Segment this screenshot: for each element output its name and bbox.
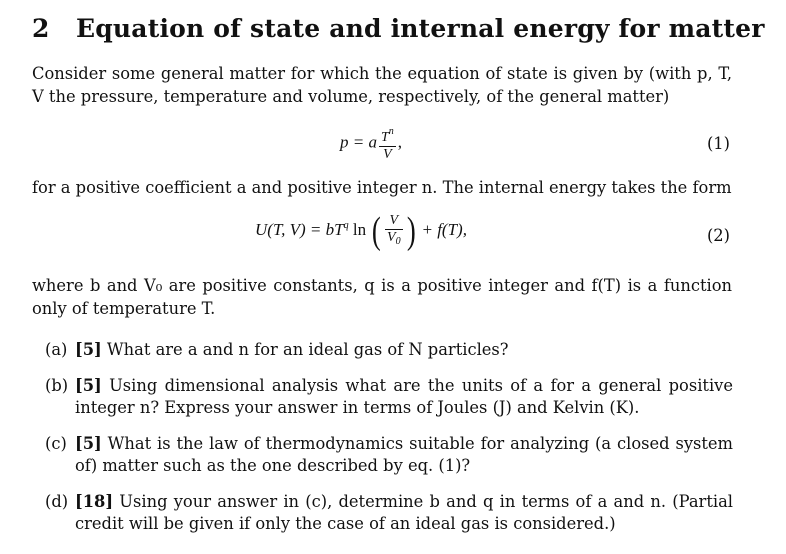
- equation-1: [340, 124, 402, 163]
- eq2-lhs: U(T, V) = bT: [255, 219, 344, 239]
- question-marks: [5]: [75, 376, 102, 395]
- question-label: (b): [45, 376, 69, 395]
- eq2-right-paren: ): [406, 210, 416, 252]
- eq1-denominator: V: [383, 147, 392, 162]
- eq1-fraction: [379, 124, 396, 163]
- section-title: Equation of state and internal energy for matter: [76, 14, 765, 43]
- question-a: [45, 339, 733, 361]
- eq2-subscript: 0: [395, 235, 401, 247]
- eq2-rhs: + f(T),: [417, 219, 467, 239]
- eq2-numerator: V: [389, 212, 399, 228]
- equation-2: [255, 211, 467, 251]
- question-c: [45, 433, 733, 477]
- question-marks: [5]: [75, 434, 102, 453]
- eq1-exponent: n: [388, 126, 394, 137]
- eq1-trail: ,: [397, 132, 403, 152]
- eq1-numerator: $T^n$: [380, 126, 394, 145]
- question-b: [45, 375, 733, 419]
- intro-paragraph: Consider some general matter for which the equation of state is given by (with p, T, V the pressure, temperature and volume, respectively, of the general matter): [32, 64, 732, 106]
- after-paragraph: where b and V₀ are positive constants, q is a positive integer and f(T) is a function only of temperature T.: [32, 276, 732, 318]
- question-label: (d): [45, 492, 69, 511]
- eq2-number: (2): [706, 226, 730, 245]
- eq1-lhs: p = a: [340, 132, 377, 152]
- question-marks: [5]: [75, 340, 102, 359]
- section-number: 2: [32, 14, 50, 43]
- question-d: [45, 491, 733, 535]
- eq2-ln: ln: [348, 219, 371, 239]
- eq1-number: (1): [706, 134, 730, 153]
- section-heading: [32, 14, 765, 43]
- question-text: Using your answer in (c), determine b and q in terms of a and n. (Partial credit will be given if only the case of an ideal gas is considered.): [75, 492, 733, 533]
- question-label: (a): [45, 340, 68, 359]
- question-text: Using dimensional analysis what are the units of a for a general positive integer n? Express your answer in terms of Joules (J) and Kelvin (K).: [75, 376, 733, 417]
- question-label: (c): [45, 434, 67, 453]
- question-text: What is the law of thermodynamics suitable for analyzing (a closed system of) matter such as the one described by eq. (1)?: [75, 434, 733, 475]
- eq2-left-paren: (: [372, 210, 382, 252]
- eq2-exponent: q: [343, 219, 349, 231]
- eq2-fraction: [385, 213, 403, 250]
- question-marks: [18]: [75, 492, 114, 511]
- mid-paragraph: for a positive coefficient a and positive integer n. The internal energy takes the form: [32, 178, 732, 197]
- question-text: What are a and n for an ideal gas of N particles?: [101, 340, 509, 359]
- eq2-denominator: $V_0$: [387, 229, 401, 247]
